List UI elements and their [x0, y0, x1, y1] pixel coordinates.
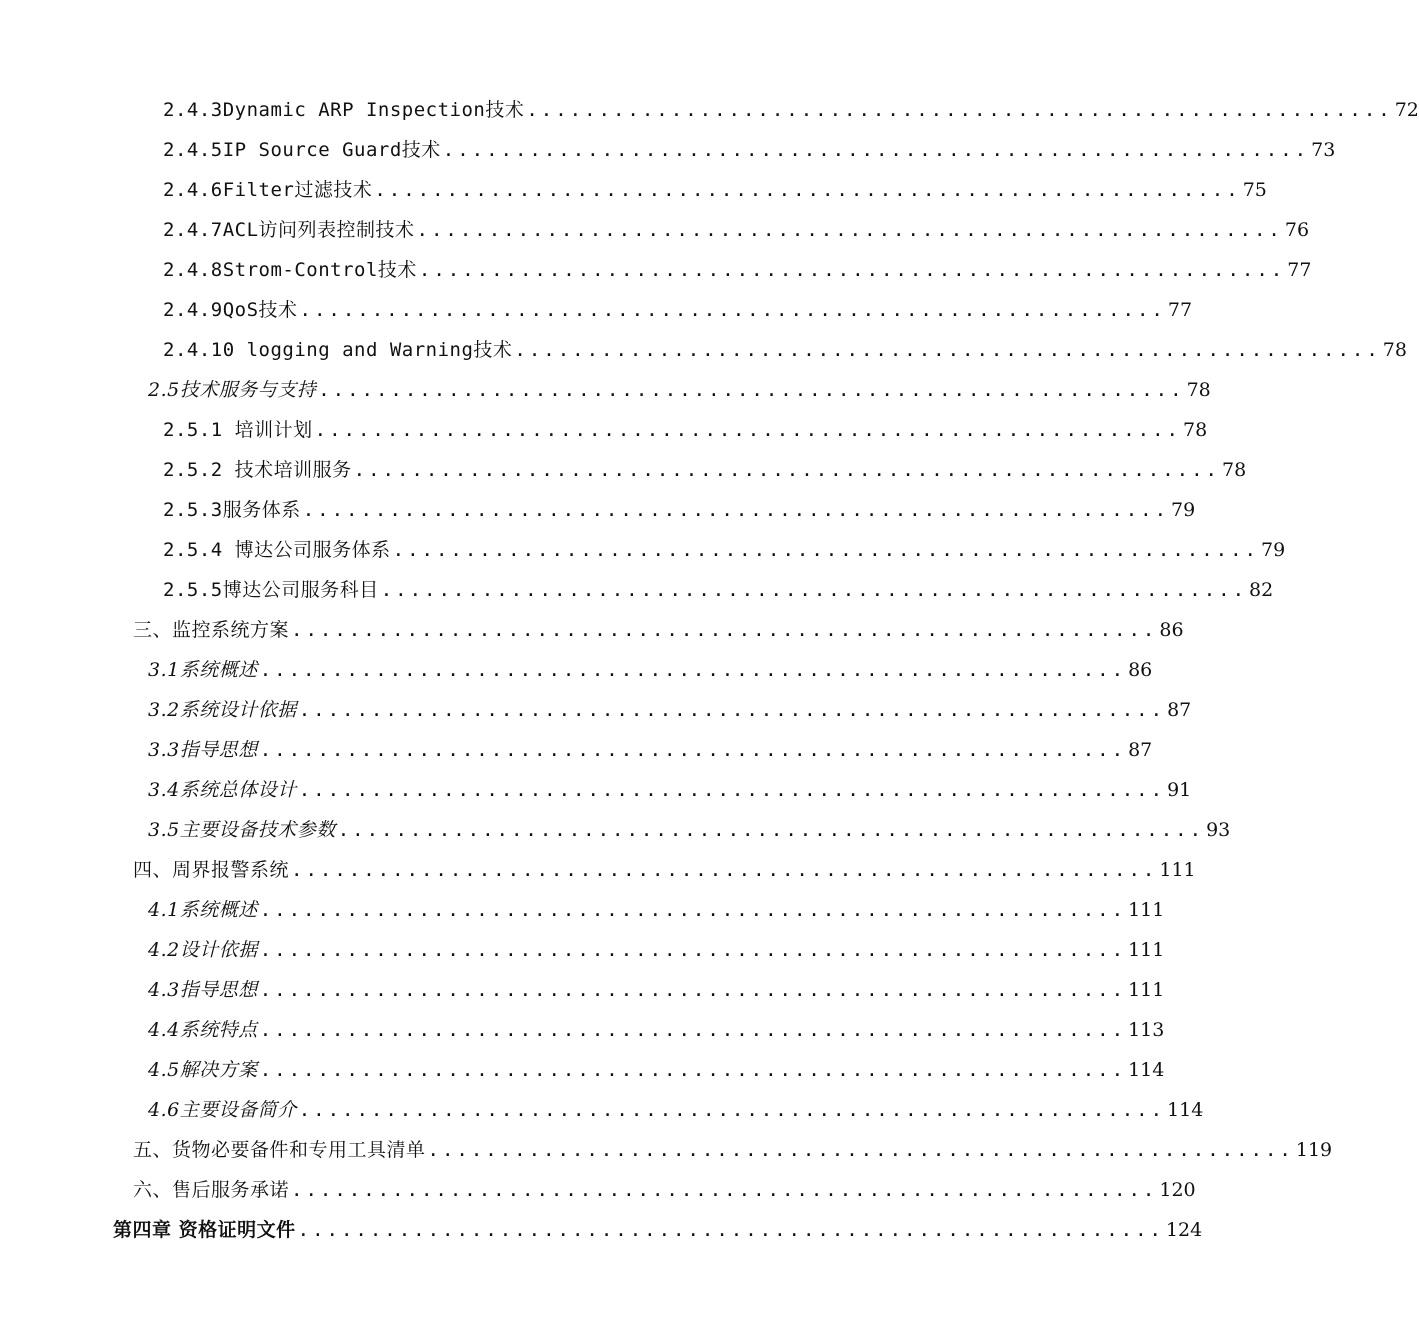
dot-leader: ............................................................	[298, 699, 1166, 721]
toc-entry-page: 75	[1242, 179, 1267, 201]
dot-leader: ............................................................	[259, 1059, 1127, 1081]
dot-leader: ............................................................	[291, 1179, 1158, 1201]
toc-entry-page: 91	[1167, 779, 1192, 801]
dot-leader: ............................................................	[380, 579, 1248, 601]
toc-entry-title: 2.5.1 培训计划	[163, 419, 313, 441]
toc-entry[interactable]	[148, 1055, 1165, 1095]
toc-entry-page: 111	[1128, 899, 1165, 921]
toc-entry-page: 119	[1295, 1139, 1333, 1161]
toc-entry[interactable]	[163, 175, 1267, 215]
toc-entry[interactable]	[133, 1135, 1333, 1175]
dot-leader: ............................................................	[318, 379, 1185, 401]
toc-entry-page: 78	[1182, 419, 1208, 441]
dot-leader: ............................................................	[514, 339, 1381, 361]
toc-entry[interactable]	[163, 255, 1312, 295]
toc-entry-title: 2.5.3服务体系	[163, 499, 301, 521]
toc-entry[interactable]	[163, 215, 1310, 255]
toc-entry-page: 79	[1171, 499, 1196, 521]
toc-entry-page: 76	[1284, 219, 1310, 241]
toc-entry-page: 78	[1382, 339, 1407, 361]
toc-entry-page: 93	[1206, 819, 1231, 841]
toc-entry-title: 4.2设计依据	[148, 939, 258, 961]
toc-entry-title: 2.4.9QoS技术	[163, 299, 298, 321]
toc-entry[interactable]	[163, 335, 1407, 375]
toc-entry-title: 第四章 资格证明文件	[113, 1219, 296, 1241]
toc-entry[interactable]	[148, 375, 1211, 415]
dot-leader: ............................................................	[314, 419, 1181, 441]
toc-entry-page: 114	[1167, 1099, 1204, 1121]
toc-entry-title: 3.4系统总体设计	[148, 779, 297, 801]
toc-entry[interactable]	[148, 975, 1165, 1015]
toc-entry-page: 72	[1394, 99, 1419, 121]
toc-entry-page: 111	[1128, 979, 1165, 1001]
toc-entry-page: 79	[1260, 539, 1286, 561]
toc-entry-page: 73	[1311, 139, 1336, 161]
toc-entry-page: 77	[1287, 259, 1312, 281]
toc-entry-title: 2.4.8Strom-Control技术	[163, 259, 417, 281]
toc-entry-title: 2.4.6Filter过滤技术	[163, 179, 373, 201]
toc-entry[interactable]	[148, 815, 1231, 855]
toc-entry-page: 124	[1165, 1219, 1203, 1241]
dot-leader: ............................................................	[302, 499, 1170, 521]
toc-entry[interactable]	[163, 415, 1208, 455]
toc-entry[interactable]	[163, 135, 1336, 175]
toc-entry[interactable]	[113, 1215, 1203, 1255]
toc-entry-title: 六、售后服务承诺	[133, 1179, 290, 1201]
toc-entry-title: 4.5解决方案	[148, 1059, 258, 1081]
dot-leader: ............................................................	[418, 259, 1286, 281]
toc-entry[interactable]	[148, 935, 1165, 975]
toc-entry[interactable]	[163, 575, 1274, 615]
toc-entry-title: 2.5.4 博达公司服务体系	[163, 539, 391, 561]
toc-entry-title: 3.1系统概述	[148, 659, 258, 681]
toc-entry-page: 111	[1159, 859, 1196, 881]
toc-entry-title: 四、周界报警系统	[133, 859, 290, 881]
toc-entry[interactable]	[163, 455, 1247, 495]
toc-entry[interactable]	[133, 615, 1184, 655]
dot-leader: ............................................................	[392, 539, 1259, 561]
toc-entry-page: 86	[1159, 619, 1184, 641]
toc-entry[interactable]	[163, 495, 1196, 535]
toc-entry-title: 2.4.5IP Source Guard技术	[163, 139, 441, 161]
toc-entry[interactable]	[148, 895, 1165, 935]
dot-leader: ............................................................	[353, 459, 1220, 481]
toc-entry-title: 2.5.5博达公司服务科目	[163, 579, 379, 601]
dot-leader: ............................................................	[291, 859, 1158, 881]
toc-entry-page: 120	[1159, 1179, 1196, 1201]
toc-entry[interactable]	[133, 1175, 1196, 1215]
toc-entry-title: 2.5技术服务与支持	[148, 379, 317, 401]
toc-entry-page: 87	[1167, 699, 1192, 721]
toc-entry-title: 4.1系统概述	[148, 899, 258, 921]
toc-entry-page: 78	[1221, 459, 1247, 481]
dot-leader: ............................................................	[259, 1019, 1127, 1041]
dot-leader: ............................................................	[291, 619, 1158, 641]
dot-leader: ............................................................	[259, 979, 1127, 1001]
toc-entry-page: 113	[1128, 1019, 1165, 1041]
toc-entry-title: 3.2系统设计依据	[148, 699, 297, 721]
toc-entry-title: 3.3指导思想	[148, 739, 258, 761]
dot-leader: ............................................................	[298, 1099, 1166, 1121]
dot-leader: ............................................................	[259, 899, 1127, 921]
toc-entry-page: 77	[1167, 299, 1193, 321]
toc-entry[interactable]	[163, 535, 1286, 575]
dot-leader: ............................................................	[259, 939, 1127, 961]
toc-entry-page: 114	[1128, 1059, 1165, 1081]
toc-entry-title: 4.6主要设备简介	[148, 1099, 297, 1121]
toc-entry-title: 三、监控系统方案	[133, 619, 290, 641]
toc-entry-page: 82	[1249, 579, 1274, 601]
dot-leader: ............................................................	[259, 739, 1127, 761]
dot-leader: ............................................................	[298, 779, 1166, 801]
dot-leader: ............................................................	[299, 299, 1166, 321]
dot-leader: ............................................................	[442, 139, 1310, 161]
dot-leader: ............................................................	[526, 99, 1393, 121]
toc-entry[interactable]	[148, 1095, 1204, 1135]
toc-entry-title: 3.5主要设备技术参数	[148, 819, 336, 841]
dot-leader: ............................................................	[427, 1139, 1294, 1161]
dot-leader: ............................................................	[259, 659, 1127, 681]
toc-entry[interactable]	[163, 295, 1193, 335]
toc-entry-page: 78	[1186, 379, 1211, 401]
toc-entry[interactable]	[163, 95, 1419, 135]
toc-entry-title: 4.4系统特点	[148, 1019, 258, 1041]
toc-entry-page: 86	[1128, 659, 1153, 681]
toc-entry-title: 2.4.7ACL访问列表控制技术	[163, 219, 415, 241]
dot-leader: ............................................................	[337, 819, 1205, 841]
toc-entry[interactable]	[148, 735, 1153, 775]
toc-entry-page: 87	[1128, 739, 1153, 761]
toc-entry[interactable]	[133, 855, 1196, 895]
toc-entry[interactable]	[148, 695, 1192, 735]
toc-entry-title: 五、货物必要备件和专用工具清单	[133, 1139, 426, 1161]
toc-entry-title: 2.4.10 logging and Warning技术	[163, 339, 513, 361]
toc-entry[interactable]	[148, 1015, 1165, 1055]
toc-entry[interactable]	[148, 655, 1153, 695]
toc-entry-page: 111	[1128, 939, 1165, 961]
toc-entry[interactable]	[148, 775, 1192, 815]
dot-leader: ............................................................	[374, 179, 1241, 201]
toc-entry-title: 2.5.2 技术培训服务	[163, 459, 352, 481]
dot-leader: ............................................................	[297, 1219, 1164, 1241]
dot-leader: ............................................................	[416, 219, 1283, 241]
toc-entry-title: 2.4.3Dynamic ARP Inspection技术	[163, 99, 525, 121]
toc-entry-title: 4.3指导思想	[148, 979, 258, 1001]
